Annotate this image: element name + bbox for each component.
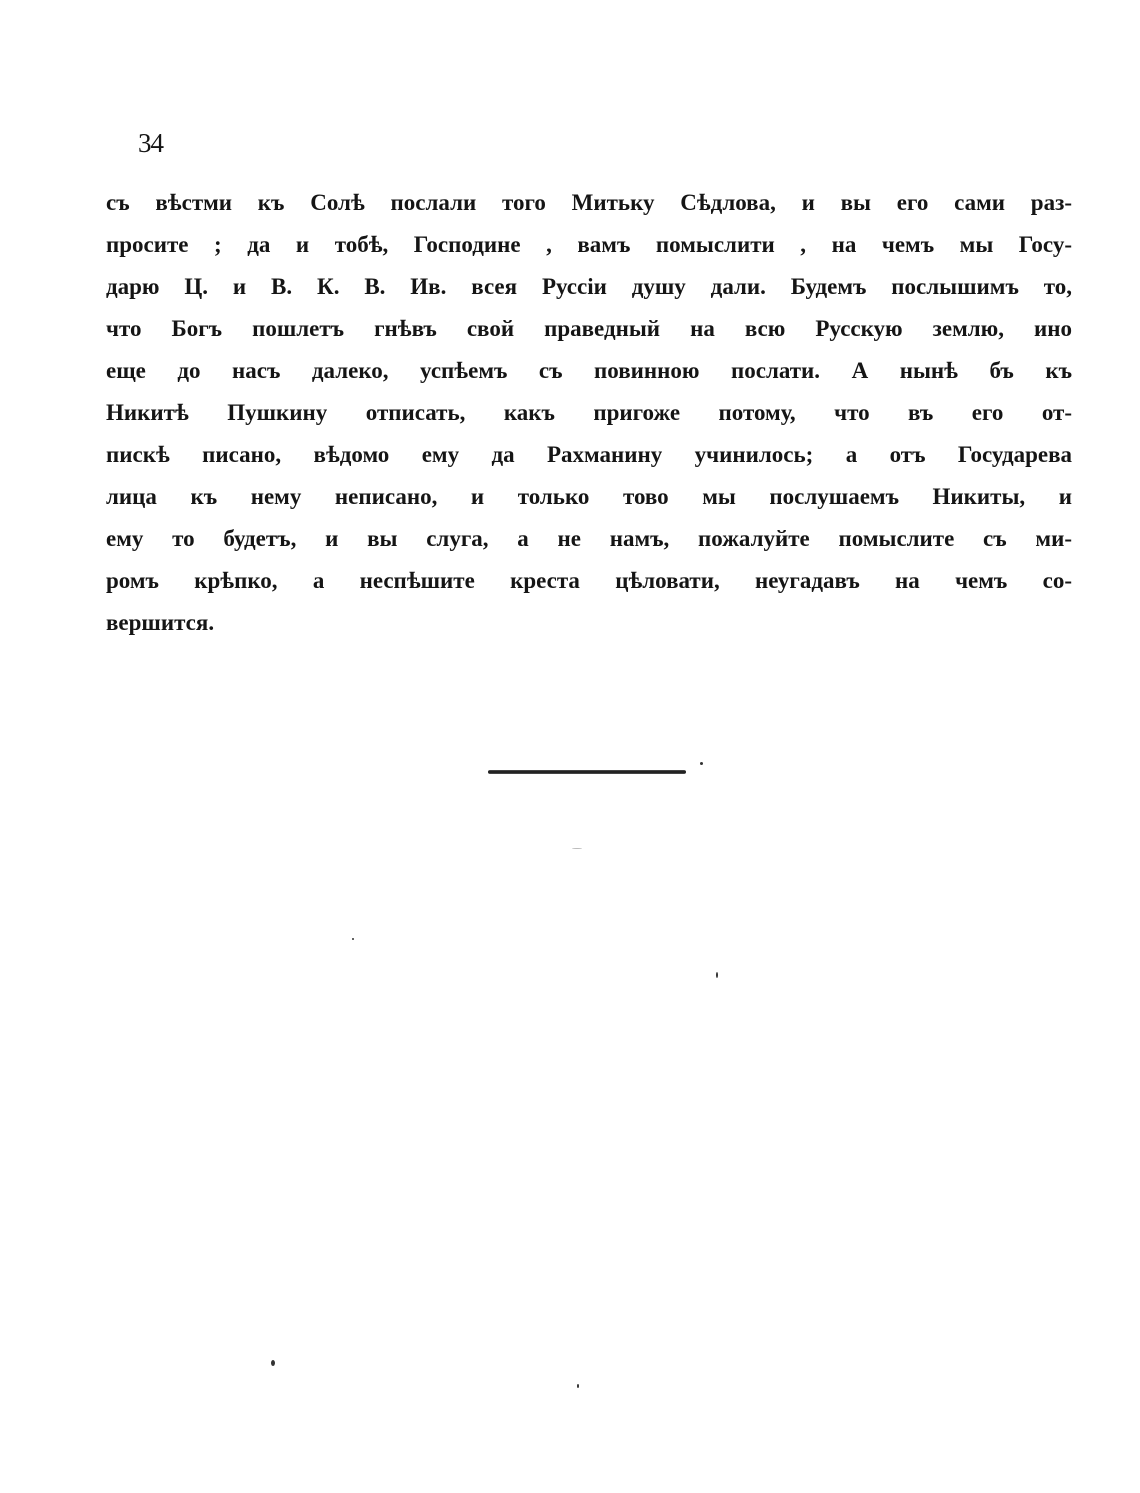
text-line-1: съ вѣстми къ Солѣ послали того Митьку Сѣдлова, и вы его сами раз- [106,190,1072,215]
ink-speck [577,1384,579,1388]
text-line-10: ромъ крѣпко, а неспѣшите креста цѣловати, неугадавъ на чемъ со- [106,568,1072,593]
text-line-4: что Богъ пошлетъ гнѣвъ свой праведный на всю Русскую землю, ино [106,316,1072,341]
text-line-11: вершится. [106,610,215,635]
page-number: 34 [138,128,163,158]
text-line-5: еще до насъ далеко, успѣемъ съ повинною послати. А нынѣ бъ къ [106,358,1072,383]
text-line-2: просите ; да и тобѣ, Господине , вамъ помыслити , на чемъ мы Госу- [106,232,1072,257]
ink-speck [271,1360,275,1366]
ink-speck [716,972,718,978]
ink-speck [352,938,354,940]
ink-speck [572,848,582,849]
text-line-8: лица къ нему неписано, и только тово мы послушаемъ Никиты, и [106,484,1072,509]
text-line-6: Никитѣ Пушкину отписать, какъ пригоже потому, что въ его от- [106,400,1072,425]
ink-speck [700,762,703,765]
text-line-7: пискѣ писано, вѣдомо ему да Рахманину учинилось; а отъ Государева [106,442,1072,467]
body-text [106,182,1072,644]
text-line-3: дарю Ц. и В. К. В. Ив. всея Руссіи душу дали. Будемъ послышимъ то, [106,274,1072,299]
section-divider-rule [488,770,686,774]
text-line-9: ему то будетъ, и вы слуга, а не намъ, пожалуйте помыслите съ ми- [106,526,1072,551]
